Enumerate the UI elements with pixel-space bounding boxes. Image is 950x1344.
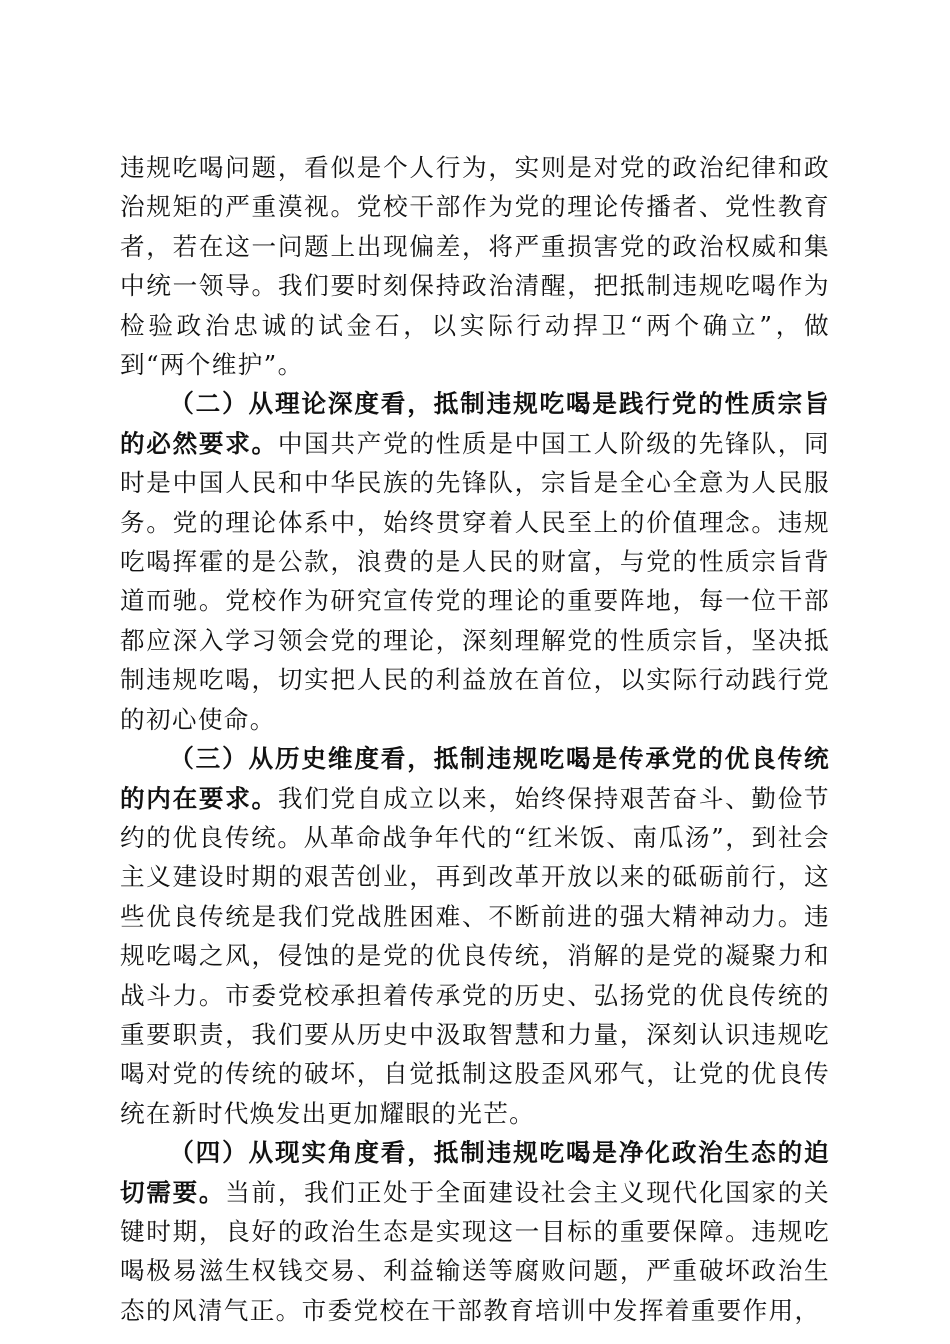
paragraph-2-body: 中国共产党的性质是中国工人阶级的先锋队，同时是中国人民和中华民族的先锋队，宗旨是全心全意为人民服务。党的理论体系中，始终贯穿着人民至上的价值理念。违规吃喝挥霍的是公款，浪费的是人民的财富，与党的性质宗旨背道而驰。党校作为研究宣传党的理论的重要阵地，每一位干部都应深入学习领会党的理论，深刻理解党的性质宗旨，坚决抵制违规吃喝，切实把人民的利益放在首位，以实际行动践行党的初心使命。: [120, 428, 830, 734]
paragraph-2: [120, 384, 830, 739]
paragraph-3: [120, 739, 830, 1133]
paragraph-1-body: 违规吃喝问题，看似是个人行为，实则是对党的政治纪律和政治规矩的严重漠视。党校干部作为党的理论传播者、党性教育者，若在这一问题上出现偏差，将严重损害党的政治权威和集中统一领导。我们要时刻保持政治清醒，把抵制违规吃喝作为检验政治忠诚的试金石，以实际行动捍卫“两个确立”，做到“两个维护”。: [120, 153, 830, 380]
document-page: [120, 148, 830, 1330]
paragraph-2-lead: （二）从理论深度看，抵制违规吃喝是践行党的性质宗旨的必然要求。: [120, 389, 830, 458]
paragraph-1: [120, 148, 830, 384]
paragraph-4-body: 当前，我们正处于全面建设社会主义现代化国家的关键时期，良好的政治生态是实现这一目标的重要保障。违规吃喝极易滋生权钱交易、利益输送等腐败问题，严重破坏政治生态的风清气正。市委党校在干部教育培训中发挥着重要作用，: [120, 1177, 830, 1325]
paragraph-3-body: 我们党自成立以来，始终保持艰苦奋斗、勤俭节约的优良传统。从革命战争年代的“红米饭、南瓜汤”，到社会主义建设时期的艰苦创业，再到改革开放以来的砥砺前行，这些优良传统是我们党战胜困难、不断前进的强大精神动力。违规吃喝之风，侵蚀的是党的优良传统，消解的是党的凝聚力和战斗力。市委党校承担着传承党的历史、弘扬党的优良传统的重要职责，我们要从历史中汲取智慧和力量，深刻认识违规吃喝对党的传统的破坏，自觉抵制这股歪风邪气，让党的优良传统在新时代焕发出更加耀眼的光芒。: [120, 783, 830, 1128]
paragraph-3-lead: （三）从历史维度看，抵制违规吃喝是传承党的优良传统的内在要求。: [120, 744, 830, 813]
paragraph-4: [120, 1133, 830, 1330]
paragraph-4-lead: （四）从现实角度看，抵制违规吃喝是净化政治生态的迫切需要。: [120, 1138, 830, 1207]
